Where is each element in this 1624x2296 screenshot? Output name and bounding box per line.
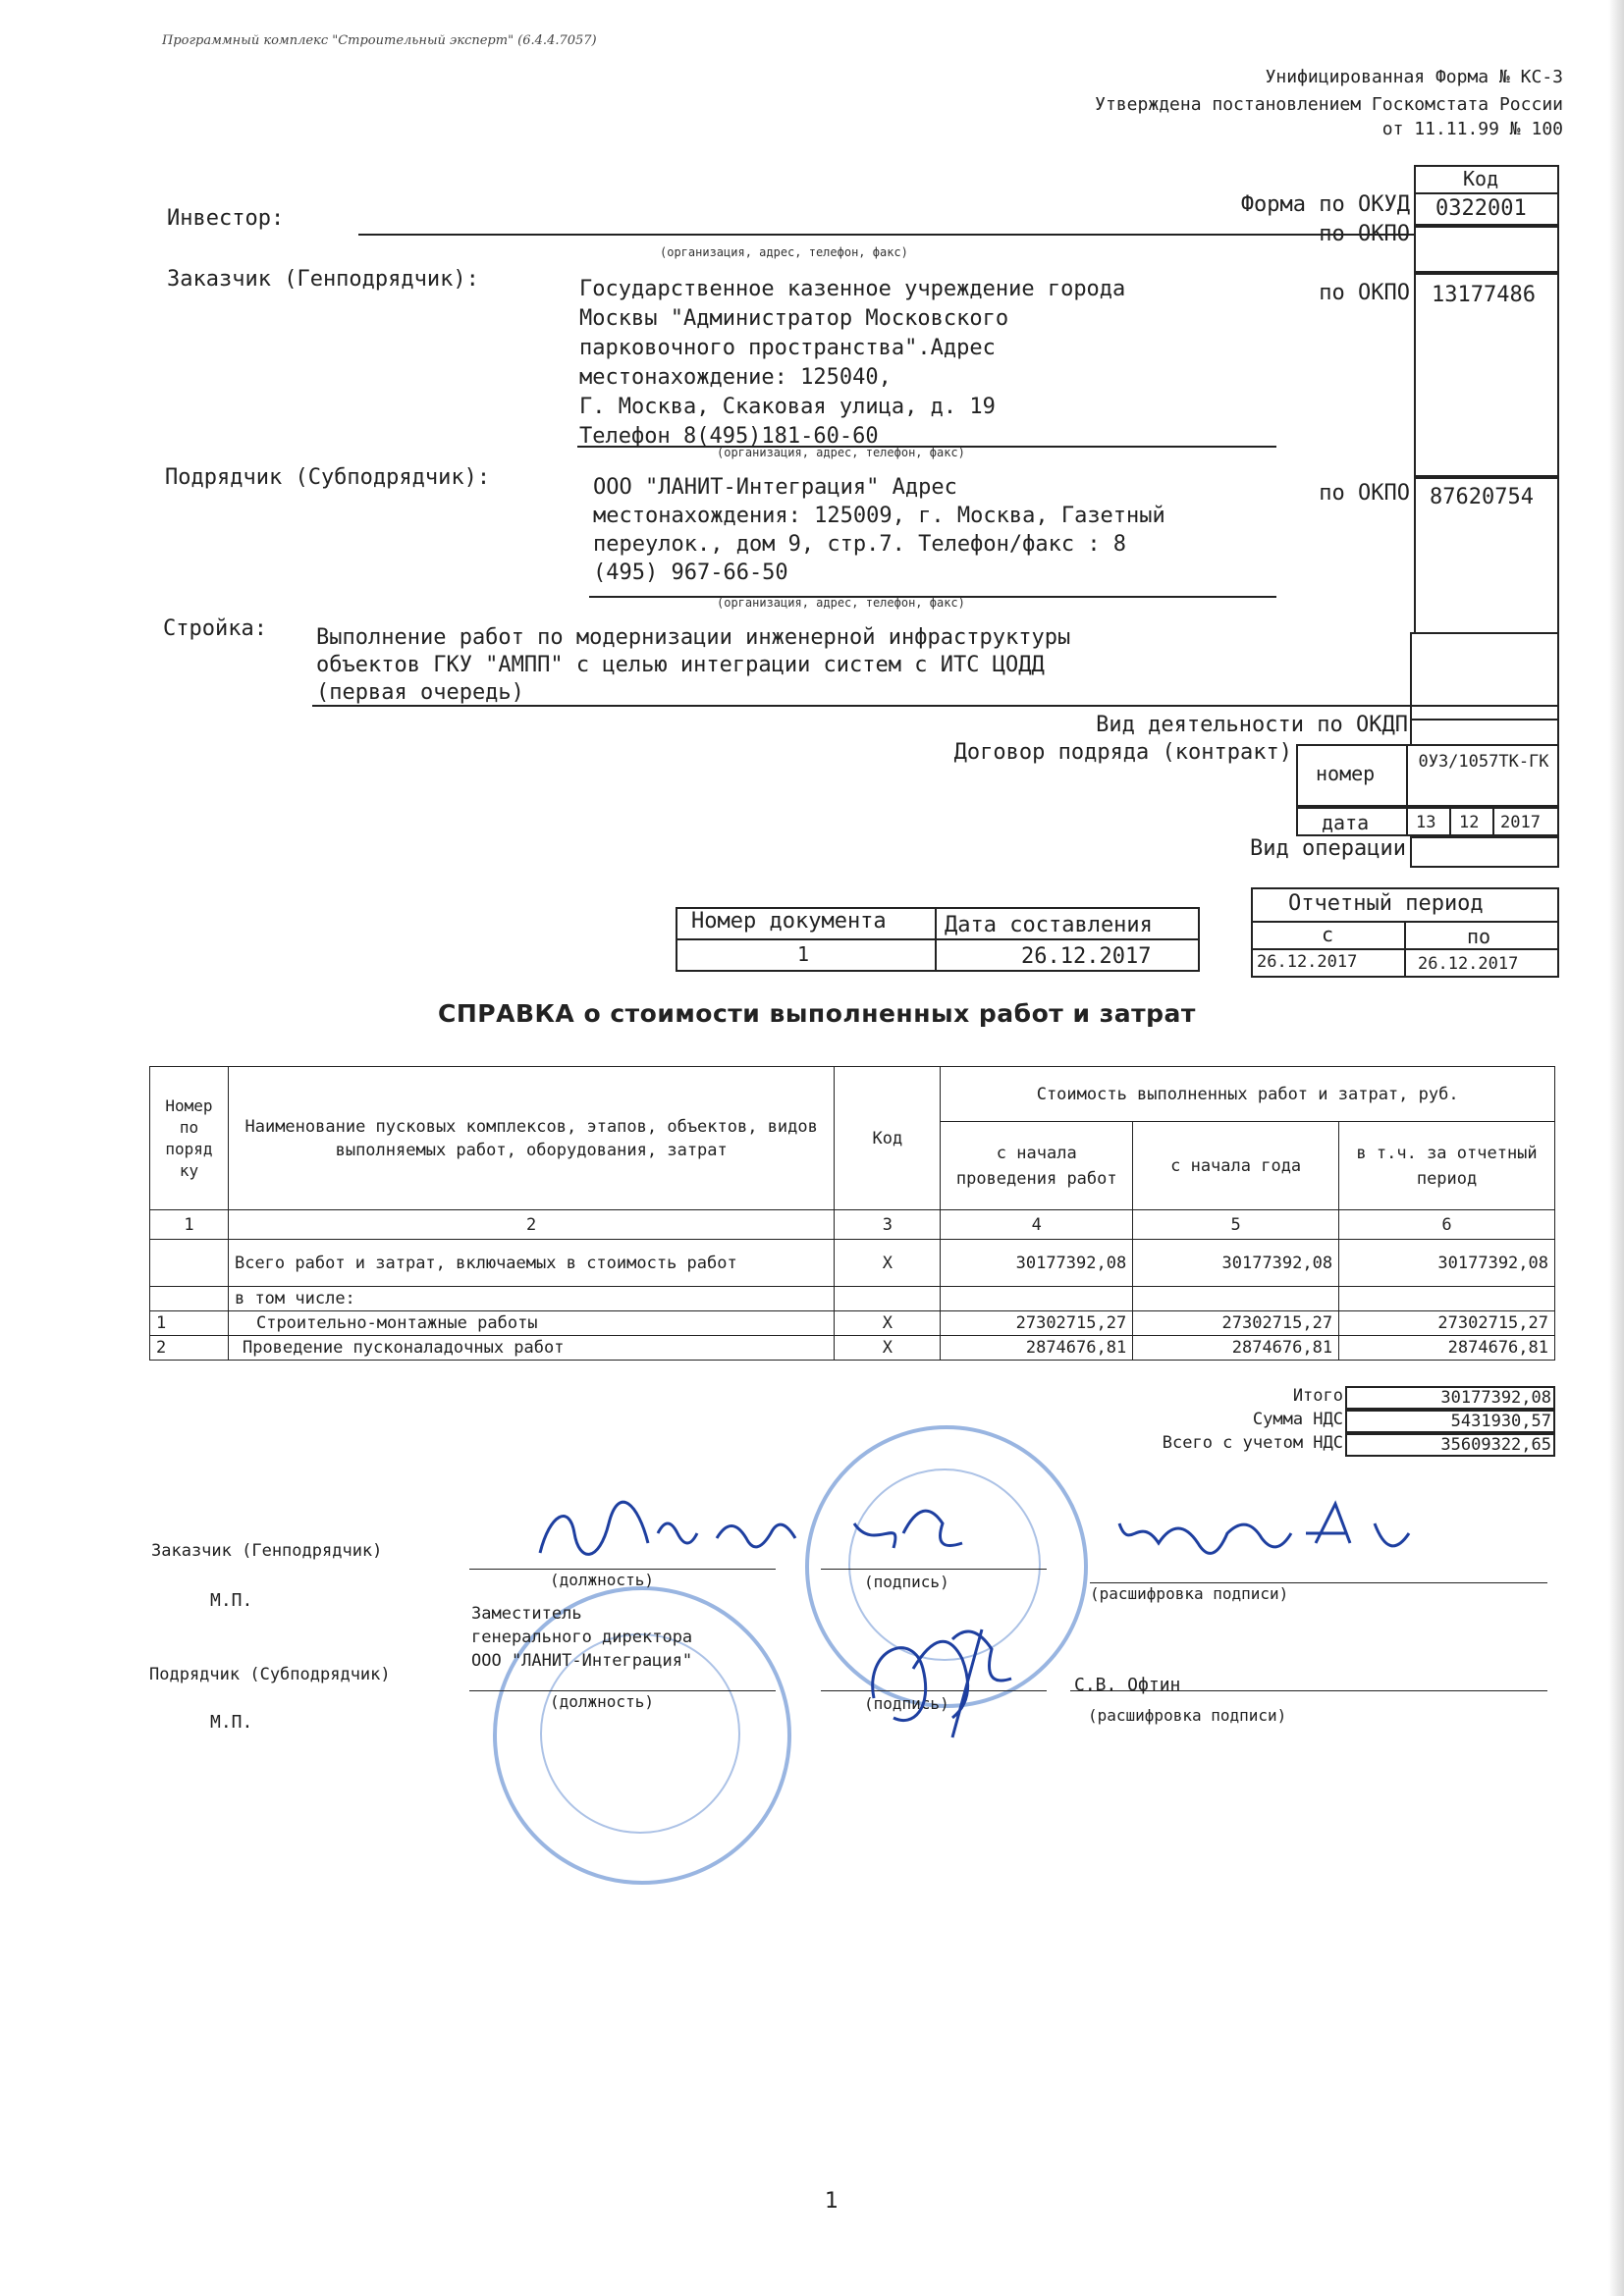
contractor-decode-caption: (расшифровка подписи) (1088, 1706, 1287, 1725)
period-from-label: с (1322, 923, 1334, 946)
contractor-okpo-label: по ОКПО (1319, 481, 1410, 506)
site-line (312, 705, 1559, 707)
date-day: 13 (1416, 813, 1436, 832)
total-value: 30177392,08 (1440, 1388, 1551, 1408)
okdp-box (1410, 719, 1559, 746)
customer-label: Заказчик (Генподрядчик): (167, 267, 479, 292)
contractor-decode: С.В. Офтин (1074, 1675, 1181, 1695)
form-header-line3: от 11.11.99 № 100 (1381, 119, 1563, 139)
period-header: Отчетный период (1288, 891, 1484, 916)
customer-caption: (организация, адрес, телефон, факс) (717, 446, 965, 459)
contractor-caption: (организация, адрес, телефон, факс) (717, 596, 965, 610)
customer-sign-label: Заказчик (Генподрядчик) (151, 1541, 383, 1561)
col-number-5: 5 (1133, 1210, 1339, 1240)
doc-number-header: Номер документа (691, 909, 887, 934)
customer-text: Государственное казенное учреждение города Москвы "Администратор Московского парковочного пространства".Адрес местонахождение: 125040, Г. Москва, Скаковая улица, д. 19 Телефон 8(495)181-60-60 (579, 277, 1126, 449)
header-name: Наименование пусковых комплексов, этапов, объектов, видов выполняемых работ, оборудования, затрат (228, 1067, 834, 1210)
col-number-3: 3 (835, 1210, 941, 1240)
investor-caption: (организация, адрес, телефон, факс) (660, 245, 908, 259)
investor-okpo-box (1414, 226, 1559, 273)
header-cost: Стоимость выполненных работ и затрат, руб. (941, 1067, 1555, 1122)
okdp-label: Вид деятельности по ОКДП (1096, 713, 1408, 737)
operation-label: Вид операции (1250, 836, 1406, 861)
table-row: Всего работ и затрат, включаемых в стоимость работ X 30177392,08 30177392,08 30177392,08 (150, 1240, 1555, 1287)
header-start: с начала проведения работ (941, 1122, 1133, 1210)
contract-number-label: номер (1316, 762, 1376, 785)
contract-date-label: дата (1322, 811, 1370, 834)
total-label: Итого (1292, 1386, 1343, 1406)
site-label: Стройка: (163, 616, 267, 641)
date-year: 2017 (1500, 813, 1541, 832)
header-period: в т.ч. за отчетный период (1339, 1122, 1555, 1210)
site-text: Выполнение работ по модернизации инженерной инфраструктуры объектов ГКУ "АМПП" с целью интеграции систем с ИТС ЦОДД (первая очередь) (316, 625, 1071, 705)
customer-decode-caption: (расшифровка подписи) (1090, 1584, 1289, 1603)
contractor-position: Заместитель генерального директора ООО "ЛАНИТ-Интеграция" (471, 1604, 693, 1671)
customer-signature-caption: (подпись) (864, 1573, 949, 1591)
contractor-mp: М.П. (210, 1712, 253, 1733)
software-line: Программный комплекс "Строительный эксперт" (6.4.4.7057) (162, 33, 597, 48)
code-header: Код (1463, 167, 1499, 190)
scan-edge (1608, 0, 1624, 2296)
customer-okpo-label: по ОКПО (1319, 281, 1410, 305)
contractor-signature-caption: (подпись) (864, 1694, 949, 1713)
okud-value: 0322001 (1435, 196, 1527, 221)
operation-box (1410, 836, 1559, 868)
investor-okpo-label: по ОКПО (1319, 222, 1410, 246)
vat-value: 5431930,57 (1450, 1412, 1551, 1431)
table-row: в том числе: (150, 1287, 1555, 1311)
contractor-position-caption: (должность) (550, 1692, 654, 1711)
table-row: 1 Строительно-монтажные работы X 27302715,27 27302715,27 27302715,27 (150, 1311, 1555, 1336)
contractor-handwritten-signature (854, 1610, 1031, 1747)
okud-label: Форма по ОКУД (1240, 192, 1410, 217)
contract-number-value: 0У3/1057ТК-ГК (1418, 752, 1549, 772)
form-header-line2: Утверждена постановлением Госкомстата России (1095, 94, 1563, 115)
period-to-label: по (1467, 925, 1491, 948)
contractor-okpo-value: 87620754 (1430, 485, 1534, 509)
col-number-2: 2 (228, 1210, 834, 1240)
date-month: 12 (1459, 813, 1480, 832)
col-number-4: 4 (941, 1210, 1133, 1240)
table-row: 2 Проведение пусконаладочных работ X 2874676,81 2874676,81 2874676,81 (150, 1336, 1555, 1361)
investor-line (358, 234, 1414, 236)
contractor-text: ООО "ЛАНИТ-Интеграция" Адрес местонахождения: 125009, г. Москва, Газетный переулок., дом 9, стр.7. Телефон/факс : 8 (495) 967-66-50 (593, 475, 1165, 585)
period-to-value: 26.12.2017 (1418, 954, 1519, 974)
grand-total-value: 35609322,65 (1440, 1435, 1551, 1455)
period-from-value: 26.12.2017 (1257, 952, 1358, 972)
header-code: Код (835, 1067, 941, 1210)
site-code-box (1410, 632, 1559, 721)
customer-okpo-value: 13177486 (1432, 283, 1536, 307)
form-header-line1: Унифицированная Форма № КС-3 (1265, 67, 1563, 87)
contractor-sign-label: Подрядчик (Субподрядчик) (149, 1665, 391, 1684)
document-title: СПРАВКА о стоимости выполненных работ и затрат (438, 999, 1196, 1028)
vat-label: Сумма НДС (1252, 1410, 1343, 1429)
customer-handwritten-signature (530, 1494, 1512, 1573)
investor-label: Инвестор: (167, 206, 285, 231)
customer-position-caption: (должность) (550, 1571, 654, 1589)
cost-table (149, 1066, 1555, 1361)
page-number: 1 (825, 2189, 839, 2214)
customer-mp: М.П. (210, 1590, 253, 1611)
header-num: Номер по поряд ку (150, 1067, 229, 1210)
contract-label: Договор подряда (контракт) (953, 740, 1292, 765)
doc-date-header: Дата составления (945, 913, 1153, 937)
col-number-1: 1 (150, 1210, 229, 1240)
doc-number-value: 1 (797, 942, 810, 966)
grand-total-label: Всего с учетом НДС (1162, 1433, 1343, 1453)
header-year: с начала года (1133, 1122, 1339, 1210)
contractor-label: Подрядчик (Субподрядчик): (165, 465, 491, 490)
doc-date-value: 26.12.2017 (1021, 944, 1152, 969)
col-number-6: 6 (1339, 1210, 1555, 1240)
